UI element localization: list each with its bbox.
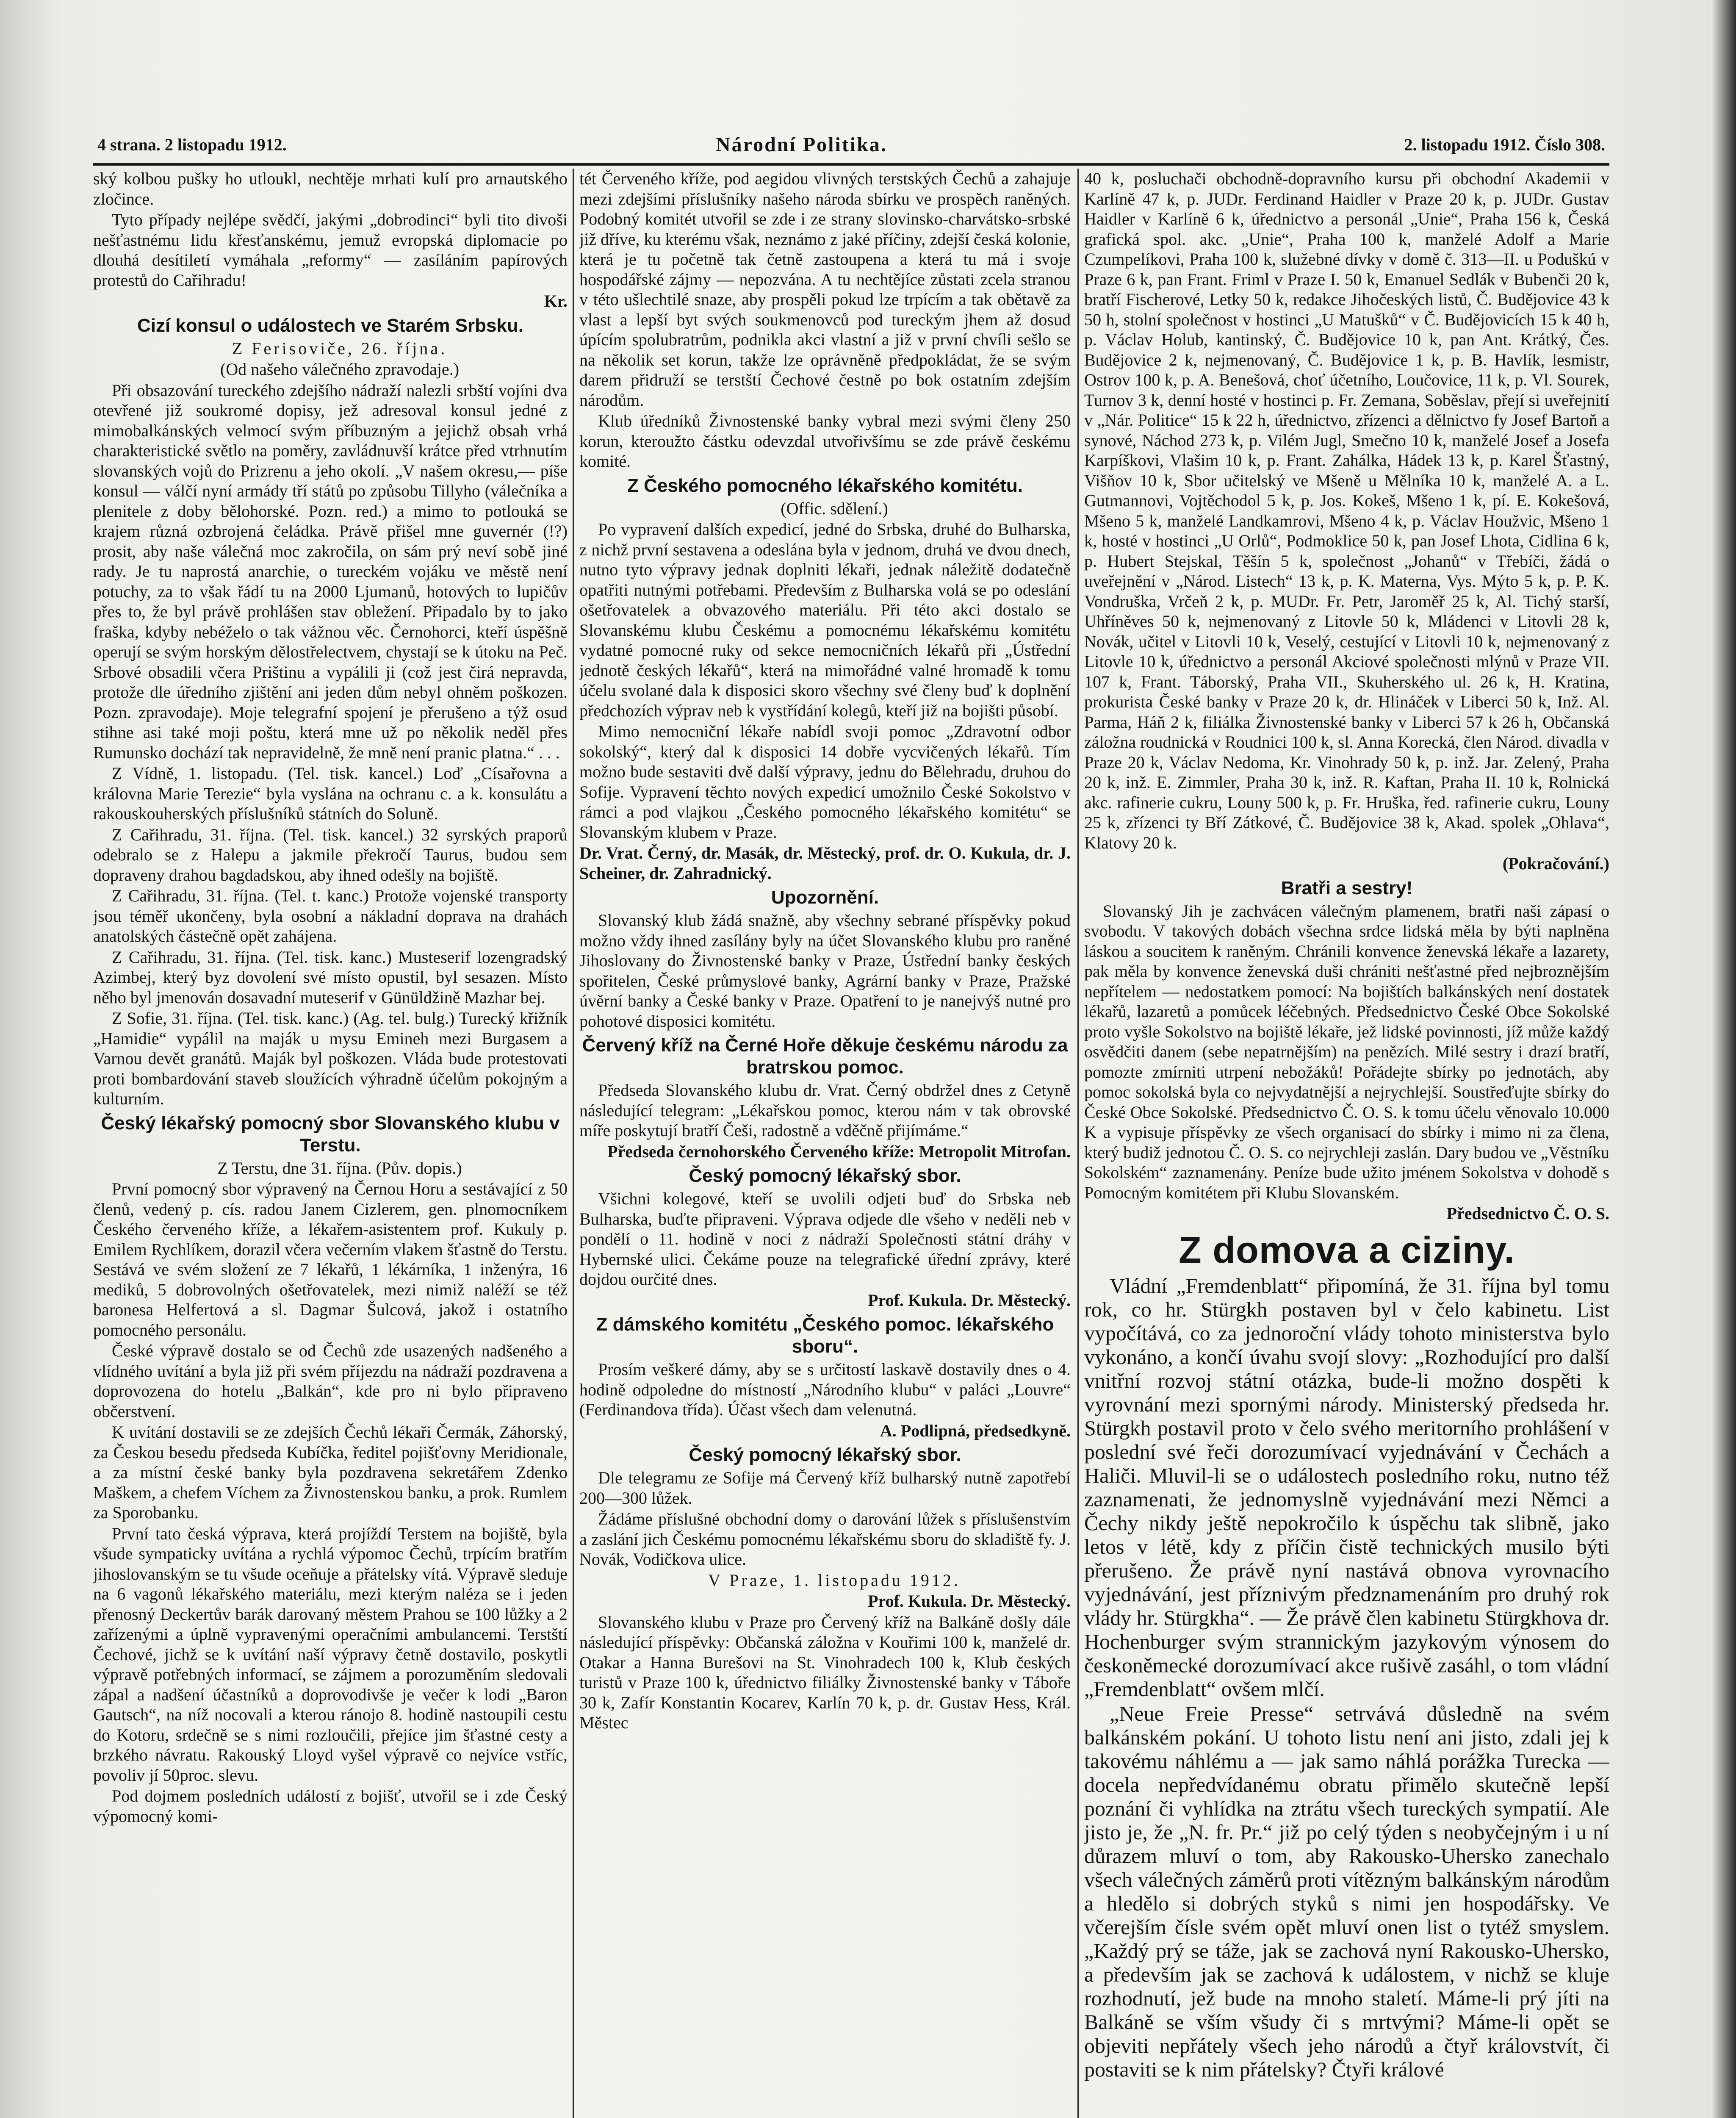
signature: Předseda černohorského Červeného kříže: Metropolit Mitrofan. <box>607 1142 1071 1161</box>
paragraph: První tato česká výprava, která projíždí Terstem na bojiště, byla všude sympaticky uvítána a rychlá výpomoc Čechů, trpícím bratřím jihoslovanským se tu všude oceňuje a přátelsky vítá. Výpravě sleduje na 6 vagonů lékařského materiálu, mezi kterým naléza se i jeden přenosný Deckertův barák darovaný městem Prahou se 100 lůžky a 2 zařízenými a úplně vypravenými operačními ambulancemi. Terstští Čechové, jichž se k uvítání naší výpravy četně dostavilo, poskytli výpravě potřebných informací, se zájmem a porozuměním sledovali zápal a nadšení účastníků a doprovodivše je večer k lodi „Baron Gautsch“, na níž nocovali a kterou ránojo 8. hodině nastoupili cestu do Kotoru, srdečně se s nimi rozloučili, přejíce jim šťastné cesty a brzkého návratu. Rakouský Lloyd vyšel výpravě co nejvíce vstříc, povoliv jí 50proc. slevu. <box>93 1524 568 1785</box>
article-continuation: tét Červeného kříže, pod aegidou vlivných terstských Čechů a zahajuje mezi zdejšími příslušníky našeho národa sbírku ve prospěch raněných. Podobný komitét utvořil se zde i ze strany slovinsko-charvátsko-srbské již dříve, ku kterému však, neznámo z jaké příčiny, zdejší česká kolonie, která je tu početně tak četně zastoupena a která tu má i svoje hospodářské zájmy — nepozvána. A tu nechtějíce zůstati zcela stranou v této ušlechtilé snaze, aby prospěli pokud lze trpícím a tak obětavě za vlast a lepší byt svých soukmenovců pod tureckým jhem až dosud úpícím spolubratrům, podnikla akci vlastní a již v první chvíli sešlo se na několik set korun, takže lze oprávněně předpokládat, že se svým darem přidruží se terstští Čechové čestně po bok ostatním zdejším národům. <box>579 169 1071 410</box>
paragraph: Žádáme příslušné obchodní domy o darování lůžek s příslušenstvím a zaslání jich Českému pomocnému lékařskému sboru do skladiště fy. J. Novák, Vodičkova ulice. <box>579 1509 1071 1569</box>
paragraph: Předseda Slovanského klubu dr. Vrat. Černý obdržel dnes z Cetyně následující telegram: „Lékařskou pomoc, kterou nám v tak obrovské míře poskytují bratří Češi, radostně a vděčně přijímáme.“ <box>579 1081 1071 1140</box>
paragraph: Mimo nemocniční lékaře nabídl svoji pomoc „Zdravotní odbor sokolský“, který dal k disposici 14 dobře vycvičených lékařů. Tím možno bude sestaviti dvě další výpravy, jednu do Bělehradu, druhou do Sofije. Vypravení těchto nových expedicí umožnilo České Sokolstvo v rámci a pod vlajkou „Českého pomocného lékařského komitétu“ se Slovanským klubem v Praze. <box>579 722 1071 842</box>
paragraph: Po vypravení dalších expedicí, jedné do Srbska, druhé do Bulharska, z nichž první sestavena a odeslána byla v jednom, druhá ve dvou dnech, nutno tyto výpravy jednak doplniti lékaři, jednak náležitě dodatečně opatřiti nutnými potřebami. Především z Bulharska volá se po odeslání ošetřovatelek a obvazového materiálu. Při této akci dostalo se Slovanskému klubu Českému a pomocnému lékařskému komitétu vydatné pomocné ruky od sekce nemocničních lékařů při „Ústřední jednotě českých lékařů“, která na mimořádné valné hromadě k tomu účelu svolané dala k disposici skoro všechny své členy buď k doplnění předchozích výprav neb k vystřídání kolegů, kteří již na bojišti působí. <box>579 520 1071 720</box>
dateline: V Praze, 1. listopadu 1912. <box>708 1570 961 1590</box>
article-continuation: ský kolbou pušky ho utloukl, nechtěje mrhati kulí pro arnautského zločince. <box>93 169 568 208</box>
donation-list: Slovanského klubu v Praze pro Červený kříž na Balkáně došly dále následující příspěvky: Občanská záložna v Kouřimi 100 k, manželé dr. Otakar a Hanna Burešovi na St. Vinohradech 100 k, Klub českých turistů v Praze 100 k, úřednictvo filiálky Živnostenské banky v Táboře 30 k, Zafír Konstantin Kocarev, Karlín 70 k, p. dr. Gustav Hess, Král. Městec <box>579 1612 1071 1732</box>
header-issue-number: 2. listopadu 1912. Číslo 308. <box>1404 135 1605 154</box>
paragraph: „Neue Freie Presse“ setrvává důsledně na svém balkánském pokání. U tohoto listu není ani jisto, zdali jej k takovému náhlému a — jak samo náhlá porážka Turecka — docela nepředvídanému obratu přimělo skutečně lepší poznání či vyhlídka na ztrátu všech tureckých sympatií. Ale jisto je, že „N. fr. Pr.“ již po celý týden s neobyčejným i u ní důrazem mluví o tom, aby Rakousko-Uhersko zanechalo všech válečných záměrů proti vítězným balkánským národům a hledělo si dobrých styků s nimi jen hospodářsky. Ve včerejším čísle svém opět mluví onen list o tytéž smyslem. „Každý prý se táže, jak se zachová nyní Rakousko-Uhersko, a především jak se zachová k událostem, v nichž se kluje rozhodnutí, jež bude na mnoho staletí. Máme-li prý jíti na Balkáně se vším všudy či s mrtvými? Máme-li opět se objeviti nepřátely všech jeho národů a čtyř královstvít, či postaviti se k nim přátelsky? Čtyři králové <box>1084 1701 1609 2081</box>
section-body <box>1084 1274 1609 2081</box>
paragraph: První pomocný sbor výpravený na Černou Horu a sestávající z 50 členů, vedený p. cís. radou Janem Cizlerem, gen. plnomocníkem Českého červeného kříže, a lékařem-asistentem prof. Kukuly p. Emilem Rychlíkem, dorazil včera večerním vlakem šťastně do Terstu. Sestává ve svém složení ze 7 lékařů, 1 lékárníka, 1 inženýra, 16 mediků, 5 dobrovolných ošetřovatelek, mezi nimiž naléží se též baronesa Helfertová a sl. Dagmar Šulcová, jakož i ostatního pomocného personálu. <box>93 1179 568 1339</box>
paragraph: Pod dojmem posledních událostí z bojišť, utvořil se i zde Český výpomocný komi- <box>93 1786 568 1826</box>
page-header <box>97 135 1605 160</box>
source-note: (Od našeho válečného zpravodaje.) <box>220 360 460 379</box>
signature: Prof. Kukula. Dr. Městecký. <box>868 1290 1071 1310</box>
paragraph: Slovanský Jih je zachvácen válečným plamenem, bratři naši zápasí o svobodu. V takových dobách všechna srdce lidská měla by býti naplněna láskou a soucitem k raněným. Chránili konvence ženevská lékaře a lazarety, pak měla by konvence ženevská duši chrániti nešťastné před nejbroznějším nepřítelem — nedostatkem pomocí: Na bojištích balkánských není dostatek lékařů, lazaretů a pomůcek léčebných. Předsednictvo České Obce Sokolské proto vyšle Sokolstvo na bojiště lékaře, jež lidské povinnosti, jíž může každý osvědčiti danem (sebe nepatrnějším) na penězích. Milé sestry i drazí bratří, pomozte zmírniti utrpení nebožáků! Pořádejte sbírky po jednotách, aby pomoc sokolská byla co nejvydatnější a nejrychlejší. Soustřeďujte sbírky do České Obce Sokolské. Předsednictvo Č. O. S. k tomu účelu věnovalo 10.000 K a vypisuje příspěvky ze všech organisací do sbírky i mimo ni za člena, který budiž jednotou Č. O. S. co nejrychleji zaslán. Dary budou ve „Věstníku Sokolském“ zaznamenány. Peníze bude užito jménem Sokolstva v dohodě s Pomocným komitétem při Klubu Slovanském. <box>1084 901 1609 1202</box>
article-headline: Český pomocný lékařský sbor. <box>689 1444 961 1465</box>
article-headline: Český lékařský pomocný sbor Slovanského klubu v Terstu. <box>101 1112 560 1156</box>
scan-edge-left <box>0 0 64 2118</box>
signature: Předsednictvo Č. O. S. <box>1446 1204 1609 1223</box>
paragraph: Při obsazování tureckého zdejšího nádraží nalezli srbští vojíni dva otevřené již soukromé dopisy, jež adresoval konsul jedné z mimobalkánských velmocí svým příbuzným a jejichž obsah vrhá charakteristické světlo na poměry, zavládnuvší krátce před vtrhnutím slovanských vojů do Prizrenu a jeho okolí. „V našem okresu,— píše konsul — válčí nyní armády tří států po způsobu Tillyho (válečníka a plenitele z doby bělohorské. Pozn. red.) a mimo to potlouká se krajem různá ozbrojená čeládka. Právě přišel mne guvernér (!?) prosit, aby naše válečná moc zakročila, on sám prý neví sobě jiné rady. Je tu naprostá anarchie, o tureckém vojáku ve městě není potuchy, za to však řádí tu na 2000 Ljumanů, hotových to lupičův přes to, že byl právě prohlášen stav obležení. Připadalo by to jako fraška, kdyby nebéželo o tak vážnou věc. Černohorci, kteří úspěšně operují se svým horským dělostřelectvem, chystají se k útoku na Peč. Srbové obsadili včera Prištinu a vypálili ji (což jest čirá nepravda, protože dle úředního zjištění ani jeden dům nebyl ohněm poškozen. Pozn. zpravodaje). Moje telegrafní spojení je přerušeno a týž osud stihne asi také moji poštu, která mne už po několik neděl přes Rumunsko dochází tak nepravidelně, že mně není pranic platna.“ . . . <box>93 380 568 762</box>
article-headline: Cizí konsul o událostech ve Starém Srbsku. <box>137 315 524 336</box>
signature: A. Podlipná, předsedkyně. <box>880 1421 1071 1440</box>
article-headline: Z dámského komitétu „Českého pomoc. lékařského sboru“. <box>596 1314 1054 1357</box>
paragraph: Tyto případy nejlépe svědčí, jakými „dobrodinci“ byli tito divoši nešťastnému lidu křesťanskému, jemuž evropská diplomacie po dlouhá desítiletí vymáhala „reformy“ — zasíláním papírových protestů do Cařihradu! <box>93 210 568 290</box>
header-rule <box>93 163 1609 166</box>
paragraph: Dle telegramu ze Sofije má Červený kříž bulharský nutně zapotřebí 200—300 lůžek. <box>579 1468 1071 1508</box>
column-2 <box>579 169 1071 2118</box>
column-1 <box>93 169 568 2118</box>
paragraph: K uvítání dostavili se ze zdejších Čechů lékaři Čermák, Záhorský, za Českou besedu předseda Kubíčka, ředitel pojišťovny Meridionale, a za místní české banky byla pozdravena sekretářem Zdenko Maškem, a chefem Víchem za Živnostenskou banku, a prok. Rumlem za Sporobanku. <box>93 1422 568 1522</box>
article-headline: Upozornění. <box>771 887 879 908</box>
dateline: Z Terstu, dne 31. října. (Pův. dopis.) <box>217 1158 462 1178</box>
column-3 <box>1084 169 1609 2118</box>
header-page-date: 4 strana. 2 listopadu 1912. <box>97 135 287 154</box>
article-headline: Červený kříž na Černé Hoře děkuje českému národu za bratrskou pomoc. <box>582 1035 1068 1078</box>
news-item: Z Vídně, 1. listopadu. (Tel. tisk. kancel.) Loď „Císařovna a královna Marie Terezie“ byla vyslána na ochranu c. a k. konsulátu a rakouskouherských příslušníků státních do Soluně. <box>93 764 568 823</box>
article-headline: Bratři a sestry! <box>1281 877 1413 898</box>
continuation-note: (Pokračování.) <box>1502 854 1609 873</box>
scan-edge-right <box>1711 0 1736 2118</box>
paragraph: České výpravě dostalo se od Čechů zde usazených nadšeného a vlídného uvítání a byla již při svém příjezdu na nádraží pozdravena a doprovozena do hotelu „Balkán“, kde pro ni bylo připraveno občerstvení. <box>93 1341 568 1421</box>
news-item: Z Cařihradu, 31. října. (Tel. t. kanc.) Protože vojenské transporty jsou téměř ukončeny, byla osobní a nákladní doprava na drahách anatolských částečně opět zahájena. <box>93 886 568 945</box>
paragraph: Slovanský klub žádá snažně, aby všechny sebrané příspěvky pokud možno vždy ihned zasílány byly na účet Slovanského klubu pro raněné Jihoslovany do Živnostenské banky v Praze, Ústřední banky českých spořitelen, České průmyslové banky, Agrární banky v Praze, Pražské úvěrní banky a České banky v Praze. Opatření to je nanejvýš nutné pro pohotové disposici komitétu. <box>579 911 1071 1031</box>
masthead-title: Národní Politika. <box>716 133 887 156</box>
news-item: Z Sofie, 31. října. (Tel. tisk. kanc.) (Ag. tel. bulg.) Turecký křižník „Hamidie“ vypálil na maják u mysu Emineh mezi Burgasem a Varnou devět granátů. Maják byl poškozen. Vláda bude protestovati proti bombardování staveb sloužících výhradně účelům pokojným a kulturním. <box>93 1009 568 1108</box>
source-note: (Offic. sdělení.) <box>781 499 888 518</box>
news-item: Z Cařihradu, 31. října. (Tel. tisk. kancel.) 32 syrských praporů odebralo se z Halepu a jakmile překročí Taurus, budou sem dopraveny drahou bagdadskou, aby ihned odešly na bojiště. <box>93 825 568 884</box>
column-divider-1 <box>573 169 574 2118</box>
column-divider-2 <box>1077 169 1079 2118</box>
news-item: Z Cařihradu, 31. října. (Tel. tisk. kanc.) Musteserif lozengradský Azimbej, který byz dovolení své místo opustil, byl sesazen. Místo něho byl jmenován dosavadní muteserif v Günüldžině Mazhar bej. <box>93 947 568 1007</box>
signature: Prof. Kukula. Dr. Městecký. <box>868 1591 1071 1611</box>
paragraph: Prosím veškeré dámy, aby se s určitostí laskavě dostavily dnes o 4. hodině odpoledne do místností „Národního klubu“ v paláci „Louvre“ (Ferdinandova třída). Účast všech dam velenutná. <box>579 1360 1071 1419</box>
paragraph: Klub úředníků Živnostenské banky vybral mezi svými členy 250 korun, kteroužto částku odevzdal utvořivšímu se zde právě českému komité. <box>579 411 1071 471</box>
paragraph: Vládní „Fremdenblatt“ připomíná, že 31. října byl tomu rok, co hr. Stürgkh postaven byl v čelo kabinetu. List vypočítává, co za jednoroční vlády tohoto ministerstva bylo vykonáno, a končí úvahu svojí slovy: „Rozhodující pro další vnitřní rozvoj státní otázka, bude-li možno dospěti k vyrovnání mezi spornými národy. Ministerský předseda hr. Stürgkh postavil proto v čelo svého meritorního prohlášení v poslední své řeči dorozumívací vyjednávání v Čechách a Haliči. Mluvil-li se o událostech posledního roku, nutno též zaznamenati, že jednomyslně vyjednávání mezi Němci a Čechy nikdy ještě nepokročilo k úspěchu tak slibně, jako letos v létě, kdy z příčin čistě technických musilo býti přerušeno. Že právě nyní nastává obnova vyrovnacího vyjednávání, jest příznivým předznamenáním pro druhý rok vlády hr. Stürgkha“. — Že právě člen kabinetu Stürgkhova dr. Hochenburger svým strannickým jazykovým výnosem do českoněmecké dorozumívací akce rušivě zasáhl, o tom vládní „Fremdenblatt“ ovšem mlčí. <box>1084 1273 1609 1701</box>
dateline: Z Ferisoviče, 26. října. <box>232 338 448 358</box>
section-headline: Z domova a ciziny. <box>1179 1228 1515 1271</box>
signature: Kr. <box>544 291 568 310</box>
donation-list-continuation: 40 k, posluchači obchodně-dopravního kursu při obchodní Akademii v Karlíně 47 k, p. JUDr. Ferdinand Haidler v Praze 20 k, p. JUDr. Gustav Haidler v Karlíně 6 k, úřednictvo a personál „Unie“, Praha 156 k, Česká grafická spol. akc. „Unie“, Praha 100 k, manželé Adolf a Marie Czumpelíkovi, Praha 100 k, služebné dívky v domě č. 313—II. u Poduškú v Praze 6 k, pan Frant. Friml v Praze I. 50 k, Emanuel Sedlák v Bubenči 20 k, bratří Fischerové, Letky 50 k, redakce Jihočeských listů, Č. Budějovice 43 k 50 h, stolní společnost v hostinci „U Matušků“ v Č. Budějovicích 15 k 40 h, p. Václav Holub, kantinský, Č. Budějovice 10 k, pan Ant. Krátký, Čes. Budějovice 2 k, nejmenovaný, Č. Budějovice 1 k, p. B. Havlík, lesmistr, Ostrov 100 k, p. A. Benešová, choť účetního, Loučovice, 11 k, p. Vl. Sourek, Turnov 3 k, denní hosté v hostinci p. Fr. Zemana, Soběslav, přejí si uveřejnití v „Nár. Politice“ 15 k 22 h, úřednictvo, zřízenci a dělnictvo fy Josef Bartoň a synové, Náchod 273 k, p. Vilém Jugl, Smečno 10 k, manželé Josef a Josefa Karpíškovi, Vlašim 10 k, p. Frant. Zahálka, Hádek 13 k, p. Karel Šťastný, Višňov 10 k, Sbor učitelský ve Mšeně u Mělníka 10 k, manželé A. a L. Gutmannovi, Vojtěchodol 5 k, p. Jos. Kokeš, Mšeno 1 k, pí. E. Kokešová, Mšeno 5 k, manželé Landkamrovi, Mšeno 4 k, p. Václav Houžvic, Mšeno 1 k, hosté v hostinci „U Orlů“, Podmoklice 50 k, pan Josef Lhota, Cidlina 6 k, p. Hubert Stejskal, Těšín 5 k, společnost „Johanů“ v Třebíči, žádá o uveřejnění v „Národ. Listech“ 13 k, p. K. Materna, Vys. Mýto 5 k, p. P. K. Vondruška, Vrčeň 2 k, p. MUDr. Fr. Petr, Jaroměř 25 k, Al. Tichý starší, Uhříněves 50 k, nejmenovaný z Litovle 50 k, Mládenci v Litovli 28 k, Novák, učitel v Litovli 10 k, Veselý, cestující v Litovli 10 k, nejmenovaný z Litovle 10 k, úřednictvo a personál Akciové společnosti mlýnů v Praze VII. 107 k, Frant. Táborský, Praha VII., Skuherského ul. 26 k, H. Kratina, prokurista České banky v Praze 20 k, dr. Hlináček v Liberci 50 k, Inž. Al. Parma, Háň 2 k, filiálka Živnostenské banky v Liberci 57 k 26 h, Občanská záložna roudnická v Roudnici 100 k, sl. Anna Korecká, člen Národ. divadla v Praze 20 k, Václav Nedoma, Kr. Vinohrady 50 k, p. inž. Jar. Zelený, Praha 20 k, inž. E. Zimmler, Praha 30 k, inž. R. Kaftan, Praha II. 10 k, Rolnická akc. rafinerie cukru, Louny 500 k, p. Fr. Hruška, řed. rafinerie cukru, Louny 25 k, zřízenci ty Bří Zátkové, Č. Budějovice 38 k, Akad. spolek „Ohlava“, Klatovy 20 k. <box>1084 169 1609 852</box>
signatories: Dr. Vrat. Černý, dr. Masák, dr. Městecký, prof. dr. O. Kukula, dr. J. Scheiner, dr. Zahradnický. <box>579 843 1071 883</box>
article-headline: Český pomocný lékařský sbor. <box>689 1165 961 1186</box>
paragraph: Všichni kolegové, kteří se uvolili odjeti buď do Srbska neb Bulharska, buďte připraveni. Výprava odjede dle všeho v neděli neb v pondělí o 11. hodině v noci z nádraží Společnosti státní dráhy v Hybernské ulici. Čekáme pouze na telegrafické úřední zprávy, které dojdou ourčité dnes. <box>579 1189 1071 1289</box>
article-headline: Z Českého pomocného lékařského komitétu. <box>627 475 1023 496</box>
